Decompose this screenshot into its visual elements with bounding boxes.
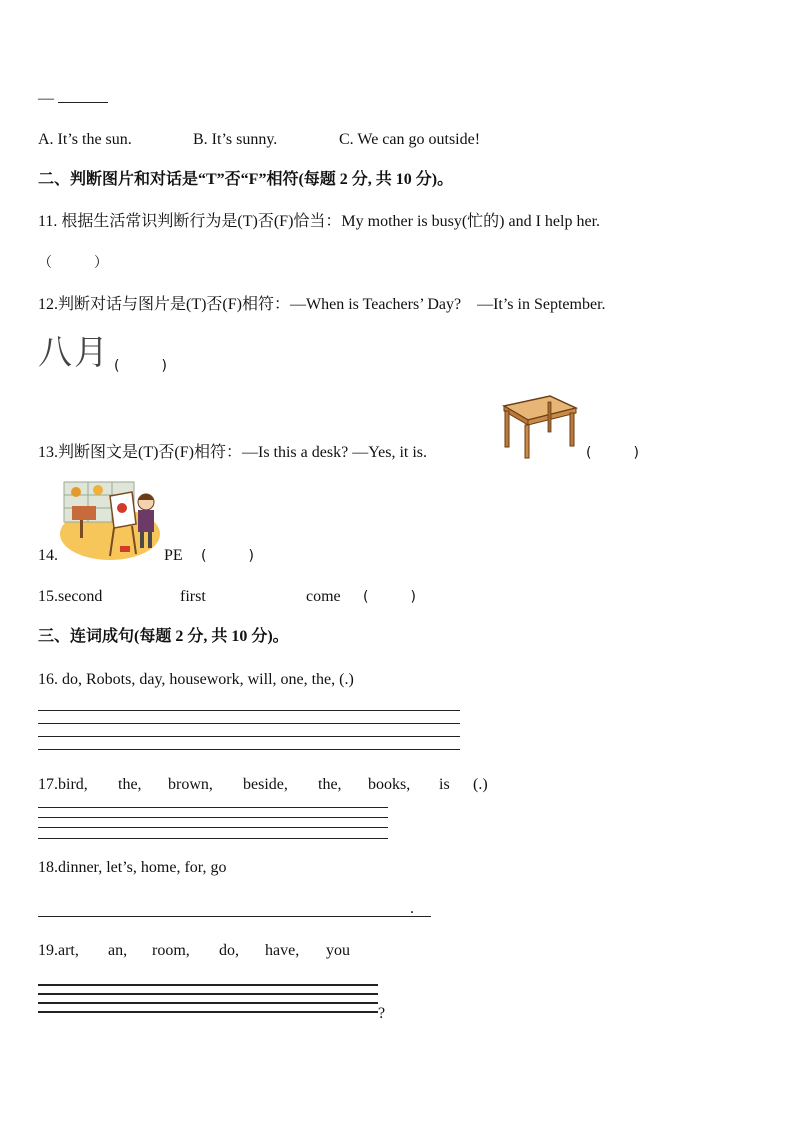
q14-number: 14. (38, 547, 58, 564)
q19-answer-line[interactable] (38, 993, 378, 995)
q10-option-a: A. It’s the sun. (38, 131, 132, 148)
q11-text: 11. 根据生活常识判断行为是(T)否(F)恰当：My mother is busy(忙的) and I help her. (38, 213, 601, 230)
q15-word1: 15.second (38, 588, 103, 605)
q16-words: 16. do, Robots, day, housework, will, one, the, (.) (38, 671, 354, 688)
q16-answer-line[interactable] (38, 723, 460, 724)
q10-option-b: B. It’s sunny. (193, 131, 278, 148)
q19-word: have, (265, 942, 300, 959)
q17-word: 17.bird, (38, 776, 88, 793)
q17-word: the, (318, 776, 342, 793)
q18-answer-line[interactable] (38, 916, 431, 917)
q18-words: 18.dinner, let’s, home, for, go (38, 859, 227, 876)
q10-dash: — (38, 90, 54, 107)
q18-end-mark: . (410, 900, 414, 917)
q14-answer-paren[interactable]: ( ) (201, 548, 254, 564)
q17-word: is (439, 776, 450, 793)
q19-answer-line[interactable] (38, 1011, 378, 1013)
q16-answer-line[interactable] (38, 749, 460, 750)
q12-month-image: 八月 (38, 333, 110, 373)
q11-answer-paren[interactable]: （ ） (38, 255, 108, 271)
table-image (498, 394, 578, 460)
q19-word: 19.art, (38, 942, 79, 959)
q17-word: books, (368, 776, 411, 793)
q19-answer-line[interactable] (38, 984, 378, 986)
q17-word: the, (118, 776, 142, 793)
q15-word3: come (306, 588, 341, 605)
q14-word: PE (164, 547, 183, 564)
section3-heading: 三、连词成句(每题 2 分, 共 10 分)。 (38, 628, 289, 645)
q15-word2: first (180, 588, 206, 605)
q12-text: 12.判断对话与图片是(T)否(F)相符：—When is Teachers’ Day? —It’s in September. (38, 296, 606, 313)
q19-word: do, (219, 942, 239, 959)
q16-answer-line[interactable] (38, 736, 460, 737)
q17-word: brown, (168, 776, 213, 793)
q19-word: you (326, 942, 350, 959)
q17-answer-line[interactable] (38, 807, 388, 808)
q17-answer-line[interactable] (38, 838, 388, 839)
q10-blank[interactable] (58, 88, 108, 103)
q15-answer-paren[interactable]: ( ) (363, 589, 416, 605)
section2-heading: 二、判断图片和对话是“T”否“F”相符(每题 2 分, 共 10 分)。 (38, 171, 454, 188)
q17-answer-line[interactable] (38, 827, 388, 828)
q16-answer-line[interactable] (38, 710, 460, 711)
q19-end-mark: ? (378, 1005, 386, 1022)
q17-word: (.) (473, 776, 488, 793)
art-class-image (58, 478, 160, 564)
q13-answer-paren[interactable]: ( ) (586, 445, 639, 461)
q13-text: 13.判断图文是(T)否(F)相符：—Is this a desk? —Yes, it is. (38, 444, 428, 461)
q17-answer-line[interactable] (38, 817, 388, 818)
q19-word: room, (152, 942, 190, 959)
q19-answer-line[interactable] (38, 1002, 378, 1004)
q17-word: beside, (243, 776, 288, 793)
q10-answer-line (38, 88, 108, 109)
q19-word: an, (108, 942, 128, 959)
q12-answer-paren[interactable]: ( ) (114, 358, 167, 374)
q10-option-c: C. We can go outside! (339, 131, 481, 148)
